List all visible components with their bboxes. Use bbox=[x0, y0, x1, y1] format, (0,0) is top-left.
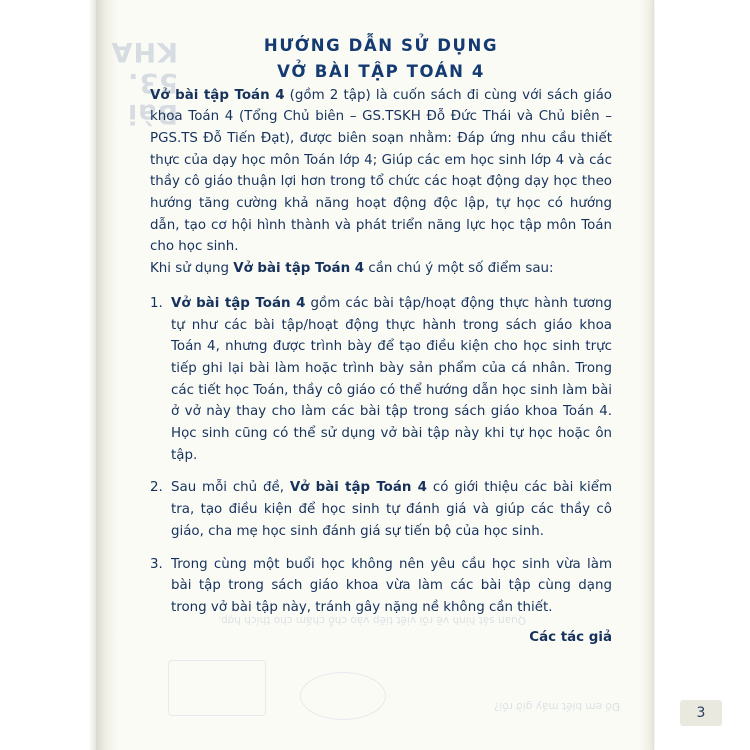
document-content bbox=[150, 34, 612, 645]
showthrough-title: Bài 53. KHA bbox=[110, 36, 178, 129]
list-item-bold-term: Vở bài tập Toán 4 bbox=[289, 480, 428, 496]
guideline-list bbox=[150, 293, 612, 619]
page-number: 3 bbox=[680, 700, 722, 726]
intro-bold-term: Vở bài tập Toán 4 bbox=[150, 87, 285, 103]
page-title bbox=[150, 34, 612, 85]
note-bold-term: Vở bài tập Toán 4 bbox=[233, 261, 365, 277]
showthrough-line-2: Đố em biết mấy giờ rồi? bbox=[493, 700, 620, 712]
showthrough-line-1: Quan sát hình vẽ rồi viết tiếp vào chỗ chấm cho thích hợp. bbox=[217, 614, 526, 626]
authors-signature: Các tác giả bbox=[529, 629, 612, 645]
note-text-2: cần chú ý một số điểm sau: bbox=[364, 261, 554, 277]
list-item bbox=[150, 477, 612, 542]
showthrough-box-2 bbox=[300, 672, 386, 720]
note-text-1: Khi sử dụng bbox=[150, 261, 234, 277]
list-item-text: gồm các bài tập/hoạt động thực hành tương tự như các bài tập/hoạt động thực hành trong sách giáo khoa Toán 4, nhưng được trình bày để tạo điều kiện cho học sinh trực tiếp ghi lại bài làm hoặc trình bày sản phẩm của cá nhân. Trong các tiết học Toán, thầy cô giáo có thể hướng dẫn học sinh làm bài ở vở này thay cho làm các bài tập trong sách giáo khoa Toán 4. Học sinh cũng có thể sử dụng vở bài tập này khi tự học hoặc ôn tập. bbox=[171, 295, 612, 463]
list-item bbox=[150, 293, 612, 467]
list-item-number: 3. bbox=[150, 556, 163, 572]
intro-paragraph bbox=[150, 85, 612, 259]
intro-text: (gồm 2 tập) là cuốn sách đi cùng với sách giáo khoa Toán 4 (Tổng Chủ biên – GS.TSKH Đỗ Đức Thái và Chủ biên – PGS.TS Đỗ Tiến Đạt), được biên soạn nhằm: Đáp ứng nhu cầu thiết thực của dạy học môn Toán lớp 4; Giúp các em học sinh lớp 4 và các thầy cô giáo thuận lợi hơn trong tổ chức các hoạt động dạy học theo hướng tăng cường khả năng hoạt động độc lập, tự học có hướng dẫn, tạo cơ hội hình thành và phát triển năng lực học tập môn Toán cho học sinh. bbox=[150, 87, 612, 255]
list-item-number: 1. bbox=[150, 295, 163, 311]
list-item bbox=[150, 554, 612, 619]
list-item-text-lead: Sau mỗi chủ đề, bbox=[171, 480, 290, 496]
binding-shadow-inner bbox=[96, 0, 118, 750]
page-title-line2: VỞ BÀI TẬP TOÁN 4 bbox=[277, 61, 485, 81]
page-title-line1: HƯỚNG DẪN SỬ DỤNG bbox=[263, 36, 499, 55]
list-item-number: 2. bbox=[150, 480, 163, 496]
list-item-text: Trong cùng một buổi học không nên yêu cầu học sinh vừa làm bài tập trong sách giáo khoa vừa làm các bài tập cùng dạng trong vở bài tập này, tránh gây nặng nề không cần thiết. bbox=[171, 556, 612, 615]
list-item-text: có giới thiệu các bài kiểm tra, tạo điều kiện để học sinh tự đánh giá và giúp các thầy cô giáo, cha mẹ học sinh đánh giá sự tiến bộ của học sinh. bbox=[171, 480, 612, 539]
note-paragraph bbox=[150, 258, 612, 280]
page-right-edge bbox=[640, 0, 654, 750]
showthrough-box-1 bbox=[168, 660, 266, 716]
list-item-bold-term: Vở bài tập Toán 4 bbox=[171, 295, 306, 311]
